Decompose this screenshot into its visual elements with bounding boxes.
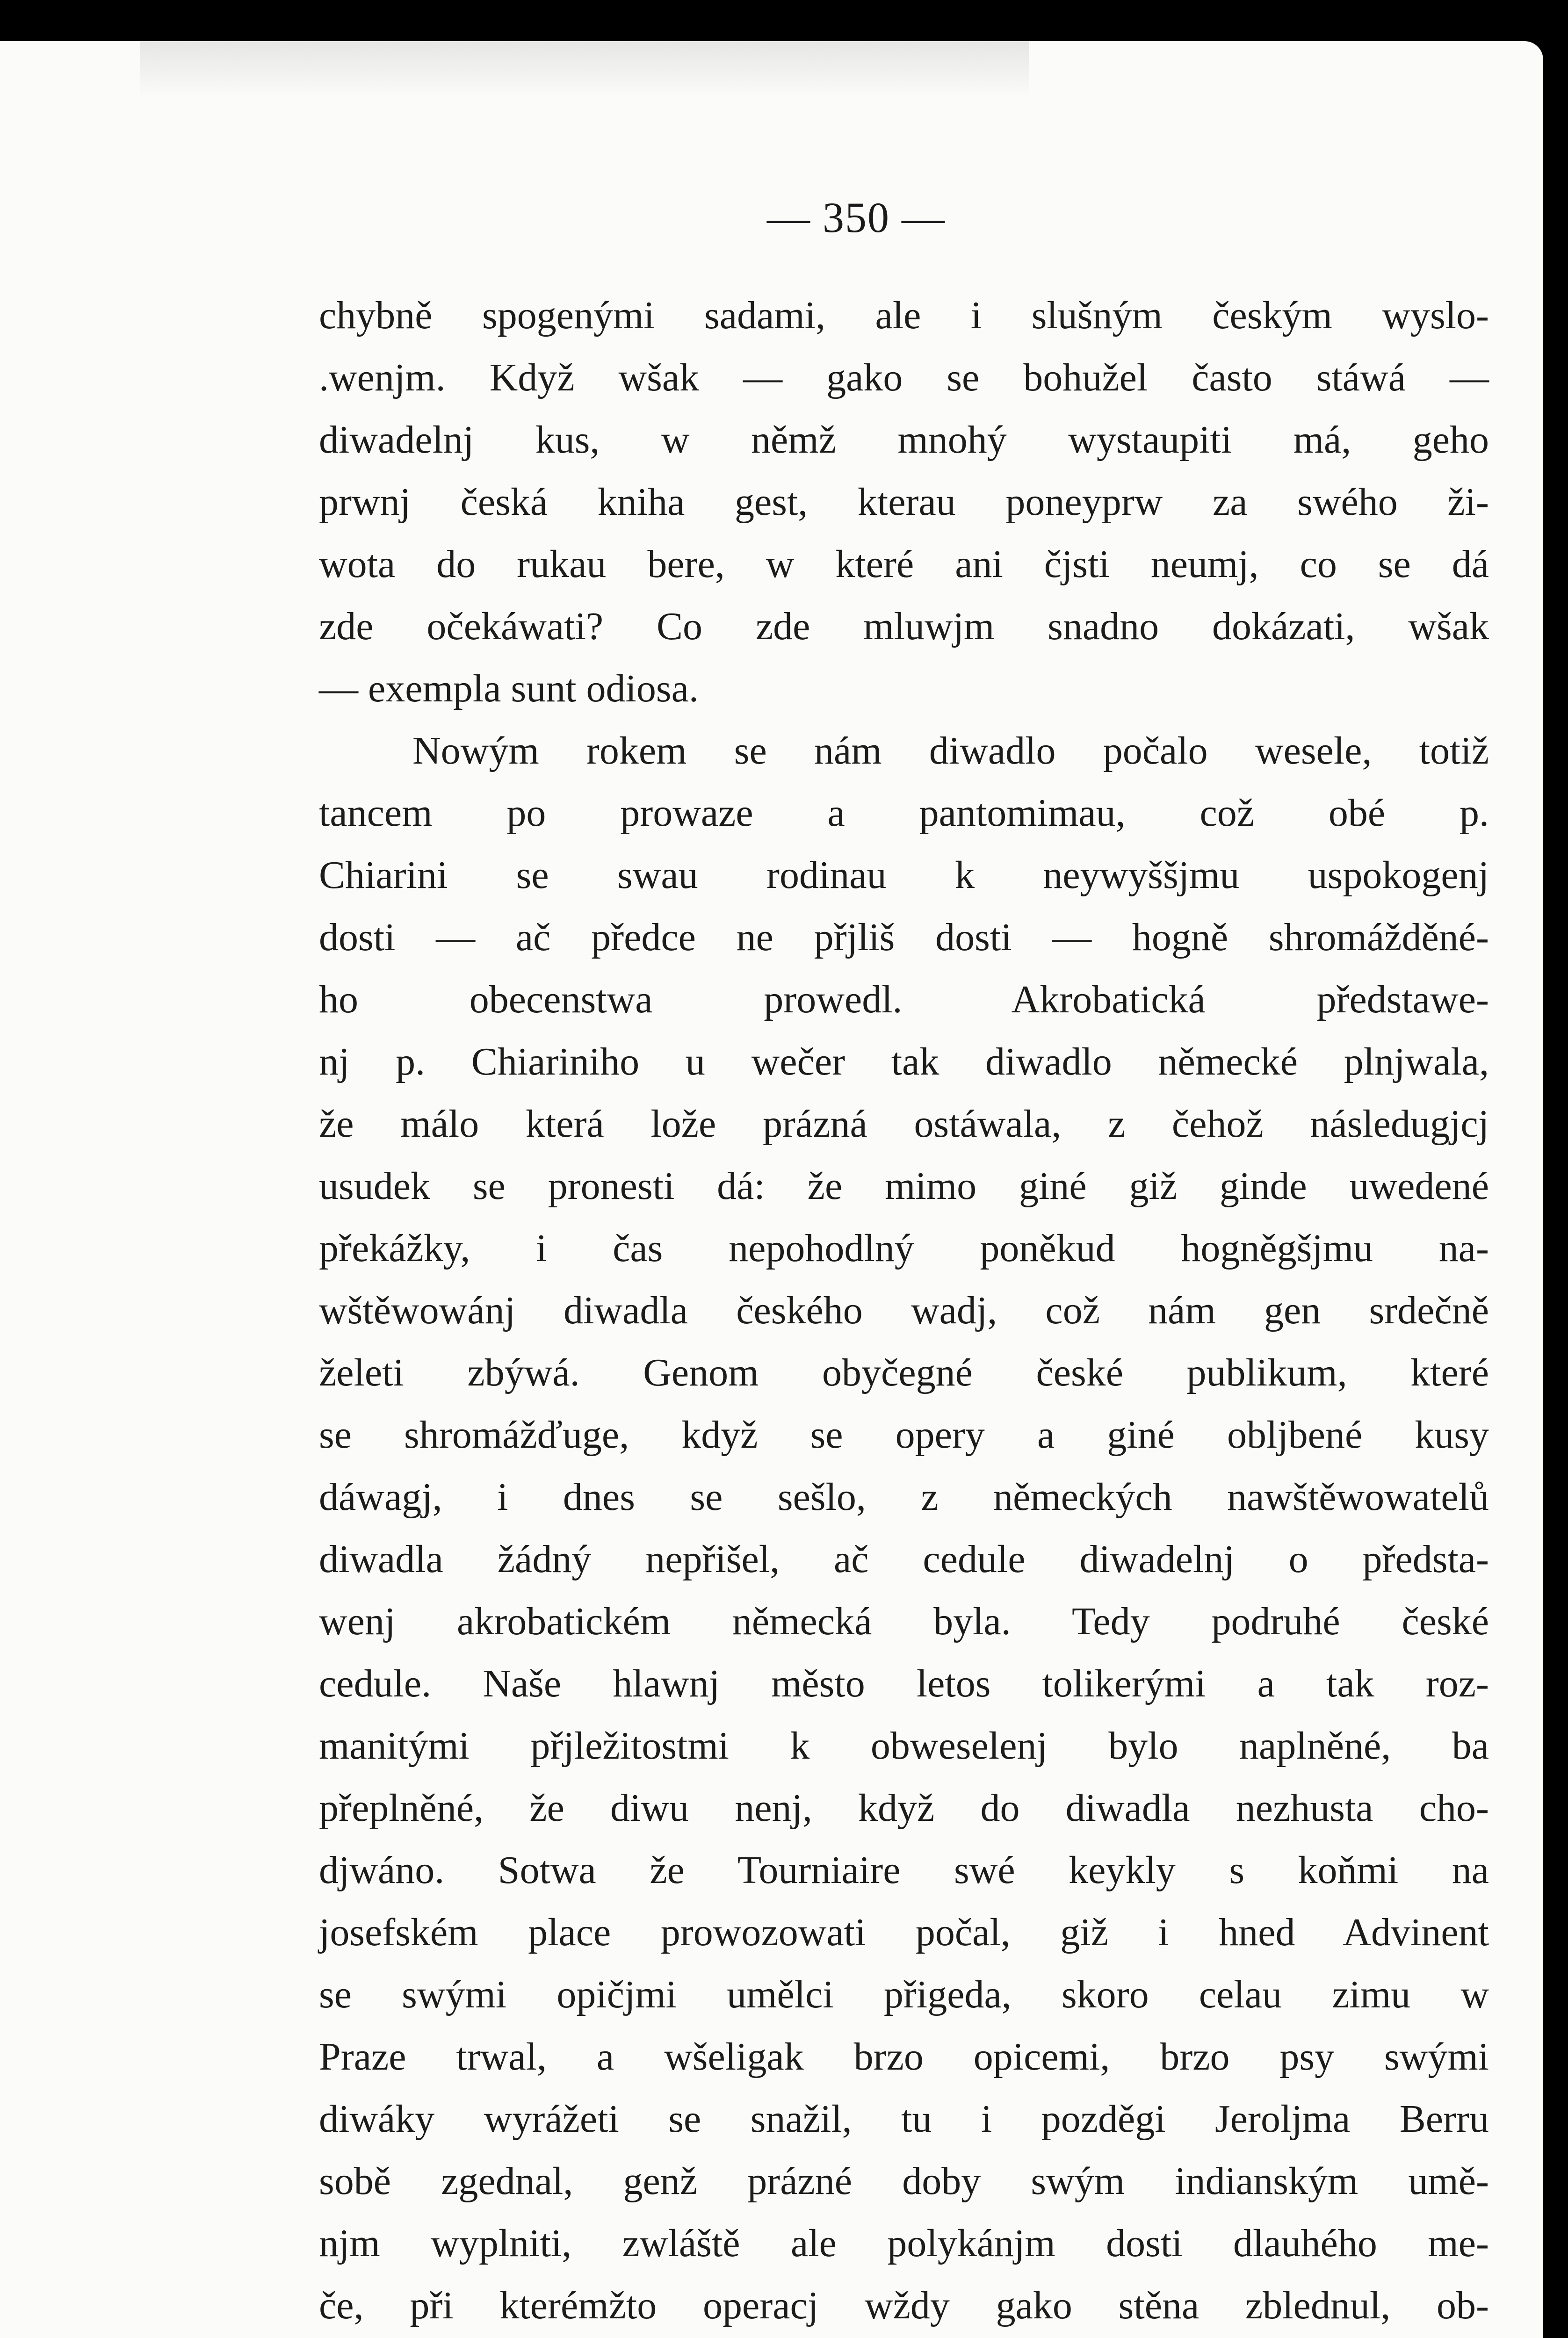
body-text (319, 284, 1489, 2338)
text-line: Praze trwal, a wšeligak brzo opicemi, brzo psy swými (319, 2035, 1489, 2078)
text-line: wota do rukau bere, w které ani čjsti neumj, co se dá (319, 542, 1489, 586)
text-line: diwadla žádný nepřišel, ač cedule diwadelnj o předsta- (319, 1537, 1489, 1581)
text-line: překážky, i čas nepohodlný poněkud hogněgšjmu na- (319, 1227, 1489, 1270)
text-line: prwnj česká kniha gest, kterau poneyprw za swého ži- (319, 480, 1489, 524)
text-line: diwáky wyrážeti se snažil, tu i pozděgi Jeroljma Berru (319, 2097, 1489, 2141)
text-line: tancem po prowaze a pantomimau, což obé p. (319, 791, 1489, 835)
text-line: nj p. Chiariniho u wečer tak diwadlo německé plnjwala, (319, 1040, 1489, 1083)
text-line: se shromážďuge, když se opery a giné obljbené kusy (319, 1413, 1489, 1457)
text-line: dosti — ač předce ne přjliš dosti — hogně shromážděné- (319, 916, 1489, 959)
text-line: djwáno. Sotwa že Tourniaire swé keykly s koňmi na (319, 1848, 1489, 1892)
text-line: ho obecenstwa prowedl. Akrobatická předstawe- (319, 978, 1489, 1021)
text-line: cedule. Naše hlawnj město letos tolikerými a tak roz- (319, 1662, 1489, 1705)
text-line: .wenjm. Když wšak — gako se bohužel často stáwá — (319, 356, 1489, 399)
text-line: wenj akrobatickém německá byla. Tedy podruhé české (319, 1600, 1489, 1643)
text-line: že málo která lože prázná ostáwala, z čehož následugjcj (319, 1102, 1489, 1146)
text-line: sobě zgednal, genž prázné doby swým indianským umě- (319, 2159, 1489, 2203)
text-line: — exempla sunt odiosa. (319, 667, 699, 710)
text-line: če, při kterémžto operacj wždy gako stěna zblednul, ob- (319, 2284, 1489, 2327)
text-line: zde očekáwati? Co zde mluwjm snadno dokázati, wšak (319, 605, 1489, 648)
text-line: Chiarini se swau rodinau k neywyššjmu uspokogenj (319, 853, 1489, 897)
text-line: dáwagj, i dnes se sešlo, z německých nawštěwowatelů (319, 1475, 1489, 1519)
text-line: přeplněné, že diwu nenj, když do diwadla nezhusta cho- (319, 1786, 1489, 1830)
text-line: usudek se pronesti dá: že mimo giné giž ginde uwedené (319, 1164, 1489, 1208)
text-line: wštěwowánj diwadla českého wadj, což nám gen srdečně (319, 1289, 1489, 1332)
text-line: diwadelnj kus, w němž mnohý wystaupiti má, geho (319, 418, 1489, 462)
page-number: — 350 — (767, 194, 946, 241)
text-line: josefském place prowozowati počal, giž i hned Advinent (319, 1911, 1489, 1954)
text-line: njm wyplniti, zwláště ale polykánjm dosti dlauhého me- (319, 2222, 1489, 2265)
text-line: manitými přjležitostmi k obweselenj bylo naplněné, ba (319, 1724, 1489, 1768)
text-line: želeti zbýwá. Genom obyčegné české publikum, které (319, 1351, 1489, 1394)
text-line: se swými opičjmi umělci přigeda, skoro celau zimu w (319, 1973, 1489, 2016)
paragraph-start-line: Nowým rokem se nám diwadlo počalo wesele, totiž (412, 729, 1489, 772)
text-line: chybně spogenými sadami, ale i slušným českým wyslo- (319, 294, 1489, 337)
page-shadow (140, 41, 1029, 97)
